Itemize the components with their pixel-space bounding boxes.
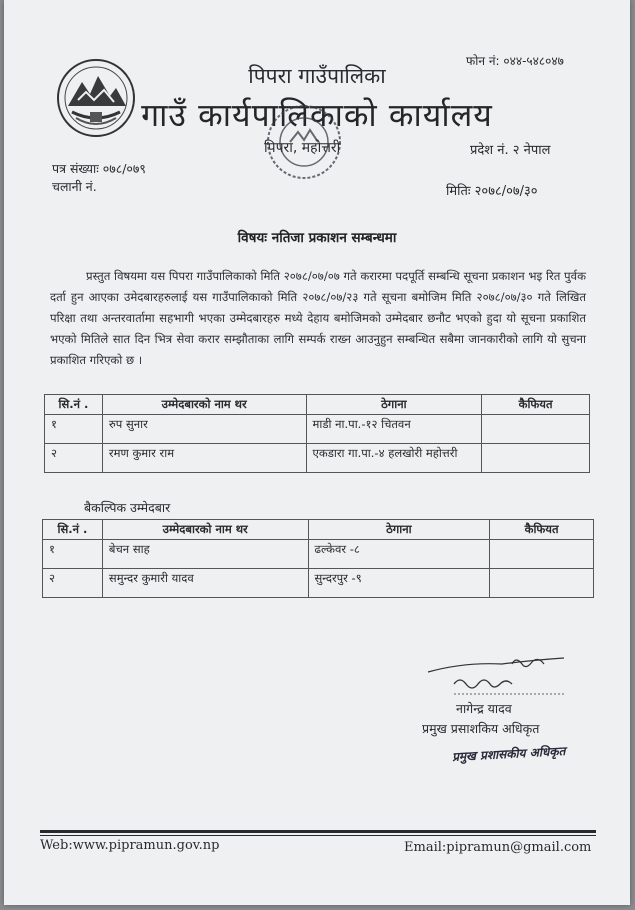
cell-remarks (482, 444, 590, 473)
table-row (45, 444, 590, 473)
table-header-row (45, 395, 590, 415)
letter-number: पत्र संख्याः ०७८/०७९ (52, 161, 146, 176)
footer-divider (40, 830, 596, 833)
notice-body: प्रस्तुत विषयमा यस पिपरा गाउँपालिकाको मिति २०७८/०७/०७ गते करारमा पदपूर्ति सम्बन्धि सूचना प्रकाशन भइ रित पुर्वक दर्ता हुन आएका उमेदबारहरुलाई यस गाउँपालिकाको मिति २०७८/०७/२३ गते सूचना बमोजिम मिति २०७८/०७/३० गते लिखित परिक्षा तथा अन्तरवार्तामा सहभागी भएका उम्मेदबारहरु मध्ये देहाय बमोजिमको उम्मेदबार छनौट भएको हुदा यो सूचना प्रकाशित भएको मितिले सात दिन भित्र सेवा करार सम्झौताका लागि सम्पर्क राख्न आउनुहुन सम्बन्धित सबैमा जानकारीको लागि यो सुचना प्रकाशित गरिएको छ । (50, 269, 586, 367)
handwritten-signature (424, 650, 584, 700)
cell-address: ढल्केवर -८ (308, 540, 490, 569)
cell-name: बेचन साह (102, 540, 308, 569)
col-name: उम्मेदबारको नाम थर (102, 395, 306, 415)
letter-page (4, 0, 630, 905)
cell-address: सुन्दरपुर -९ (308, 569, 490, 598)
cell-address: माडी ना.पा.-१२ चितवन (306, 415, 482, 444)
phone-number: फोन नं: ०४४-५४८०४७ (466, 54, 564, 68)
cell-serial: २ (43, 569, 103, 598)
table-header-row (43, 520, 594, 540)
footer-email: Email:pipramun@gmail.com (404, 840, 592, 855)
signer-designation: प्रमुख प्रसाशकिय अधिकृत (422, 721, 540, 736)
designation-stamp: प्रमुख प्रशासकीय अधिकृत (451, 744, 566, 764)
cell-serial: १ (45, 415, 103, 444)
col-serial: सि.नं . (45, 395, 103, 415)
footer-website: Web:www.pipramun.gov.np (40, 838, 220, 853)
dispatch-number: चलानी नं. (52, 179, 97, 194)
cell-remarks (490, 569, 594, 598)
cell-address: एकडारा गा.पा.-४ हलखोरी महोत्तरी (306, 444, 482, 473)
alternate-candidates-table (42, 519, 594, 598)
selected-candidates-table (44, 394, 590, 473)
cell-name: समुन्दर कुमारी यादव (102, 569, 308, 598)
col-remarks: कैफियत (482, 395, 590, 415)
col-serial: सि.नं . (43, 520, 103, 540)
cell-name: रुप सुनार (102, 415, 306, 444)
cell-serial: १ (43, 540, 103, 569)
cell-serial: २ (45, 444, 103, 473)
reference-block (52, 160, 146, 196)
cell-remarks (490, 540, 594, 569)
table-row (43, 569, 594, 598)
table-row (43, 540, 594, 569)
province-label: प्रदेश नं. २ नेपाल (470, 143, 551, 158)
col-remarks: कैफियत (490, 520, 594, 540)
col-address: ठेगाना (306, 395, 482, 415)
office-address: पिपरा, महोत्तरी (264, 140, 341, 156)
cell-remarks (482, 415, 590, 444)
col-address: ठेगाना (308, 520, 490, 540)
col-name: उम्मेदबारको नाम थर (102, 520, 308, 540)
signer-name: नागेन्द्र यादव (456, 701, 512, 716)
cell-name: रमण कुमार राम (102, 444, 306, 473)
alternate-candidates-heading: बैकल्पिक उम्मेदबार (84, 500, 171, 515)
table-row (45, 415, 590, 444)
letter-date: मितिः २०७८/०७/३० (446, 184, 538, 199)
footer-divider-thin (40, 835, 596, 836)
office-name: पिपरा गाउँपालिका (248, 64, 386, 88)
office-title: गाउँ कार्यपालिकाको कार्यालय (141, 96, 493, 134)
subject-line: विषयः नतिजा प्रकाशन सम्बन्धमा (237, 230, 397, 246)
